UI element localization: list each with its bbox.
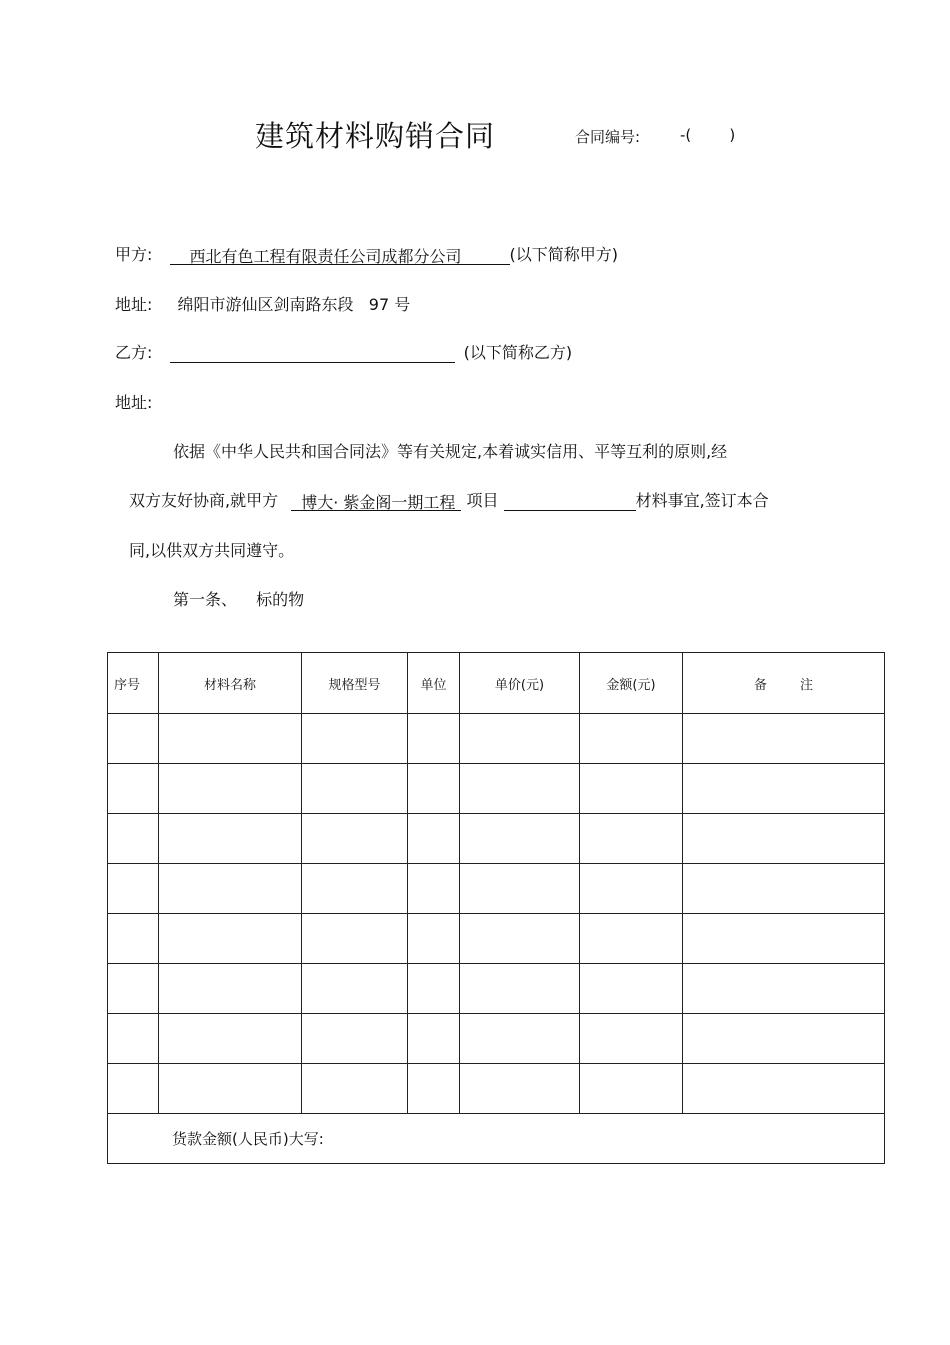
table-cell[interactable] — [408, 714, 460, 764]
table-cell[interactable] — [460, 764, 580, 814]
table-cell[interactable] — [108, 714, 159, 764]
table-cell[interactable] — [683, 1014, 885, 1064]
table-cell[interactable] — [460, 1064, 580, 1114]
table-cell[interactable] — [460, 864, 580, 914]
table-cell[interactable] — [302, 1014, 408, 1064]
table-cell[interactable] — [408, 964, 460, 1014]
preamble-line-2-end: 材料事宜,签订本合 — [635, 491, 769, 510]
table-cell[interactable] — [460, 964, 580, 1014]
table-cell[interactable] — [108, 964, 159, 1014]
header-unit: 单位 — [408, 653, 460, 714]
article-1-number: 第一条、 — [173, 590, 238, 609]
table-cell[interactable] — [460, 914, 580, 964]
table-cell[interactable] — [683, 714, 885, 764]
table-cell[interactable] — [302, 764, 408, 814]
header-seq: 序号 — [108, 653, 159, 714]
table-row — [108, 714, 885, 764]
address-a-value: 绵阳市游仙区剑南路东段 97 号 — [177, 295, 411, 314]
table-cell[interactable] — [580, 864, 683, 914]
party-a-field[interactable] — [170, 244, 510, 265]
material-blank-field[interactable] — [504, 490, 636, 511]
address-a-label: 地址: — [115, 295, 153, 314]
materials-table — [107, 652, 885, 1164]
table-cell[interactable] — [159, 1064, 302, 1114]
table-cell[interactable] — [108, 814, 159, 864]
party-b-suffix: (以下简称乙方) — [463, 343, 573, 362]
table-cell[interactable] — [580, 764, 683, 814]
table-cell[interactable] — [408, 814, 460, 864]
header-spec-model: 规格型号 — [302, 653, 408, 714]
table-cell[interactable] — [580, 1064, 683, 1114]
contract-number-label: 合同编号: — [575, 128, 641, 146]
table-cell[interactable] — [108, 864, 159, 914]
party-b-row — [115, 340, 572, 363]
table-cell[interactable] — [159, 964, 302, 1014]
party-a-value: 西北有色工程有限责任公司成都分公司 — [189, 247, 462, 266]
address-a-row — [115, 292, 410, 315]
table-row — [108, 914, 885, 964]
table-cell[interactable] — [302, 864, 408, 914]
header-amount: 金额(元) — [580, 653, 683, 714]
table-cell[interactable] — [408, 764, 460, 814]
table-header-row — [108, 653, 885, 714]
table-cell[interactable] — [159, 914, 302, 964]
table-cell[interactable] — [408, 1064, 460, 1114]
total-amount-label: 货款金额(人民币)大写: — [108, 1114, 885, 1164]
table-cell[interactable] — [683, 764, 885, 814]
table-cell[interactable] — [159, 764, 302, 814]
preamble-line-3: 同,以供双方共同遵守。 — [129, 541, 295, 560]
table-cell[interactable] — [580, 814, 683, 864]
header-remarks: 备 注 — [683, 653, 885, 714]
preamble-line-2 — [129, 488, 769, 511]
article-1-title: 标的物 — [256, 590, 305, 609]
table-cell[interactable] — [580, 964, 683, 1014]
table-cell[interactable] — [302, 914, 408, 964]
table-cell[interactable] — [683, 964, 885, 1014]
party-a-suffix: (以下简称甲方) — [509, 245, 618, 264]
table-cell[interactable] — [108, 1064, 159, 1114]
table-cell[interactable] — [108, 914, 159, 964]
table-row — [108, 964, 885, 1014]
table-cell[interactable] — [408, 1014, 460, 1064]
table-cell[interactable] — [460, 814, 580, 864]
header-material-name: 材料名称 — [159, 653, 302, 714]
table-cell[interactable] — [108, 1014, 159, 1064]
table-row — [108, 1064, 885, 1114]
preamble-project-word: 项目 — [466, 491, 499, 510]
table-cell[interactable] — [580, 1014, 683, 1064]
table-cell[interactable] — [159, 814, 302, 864]
table-cell[interactable] — [460, 1014, 580, 1064]
project-name-field[interactable]: 博大· 紫金阁一期工程 — [291, 490, 461, 511]
preamble-line-1: 依据《中华人民共和国合同法》等有关规定,本着诚实信用、平等互利的原则,经 — [173, 442, 728, 461]
party-a-label: 甲方: — [115, 245, 153, 264]
address-b-row — [115, 390, 152, 413]
table-cell[interactable] — [302, 1064, 408, 1114]
table-cell[interactable] — [683, 814, 885, 864]
table-cell[interactable] — [683, 864, 885, 914]
table-cell[interactable] — [408, 864, 460, 914]
table-row — [108, 814, 885, 864]
table-cell[interactable] — [159, 714, 302, 764]
contract-number-value: -( ) — [680, 126, 736, 144]
table-row — [108, 1014, 885, 1064]
table-cell[interactable] — [159, 864, 302, 914]
total-row — [108, 1114, 885, 1164]
table-cell[interactable] — [302, 814, 408, 864]
table-cell[interactable] — [408, 914, 460, 964]
table-cell[interactable] — [683, 914, 885, 964]
header-unit-price: 单价(元) — [460, 653, 580, 714]
article-1-heading — [173, 587, 304, 610]
document-title: 建筑材料购销合同 — [255, 119, 496, 153]
party-b-field[interactable] — [170, 342, 455, 363]
address-b-label: 地址: — [115, 393, 153, 412]
table-cell[interactable] — [159, 1014, 302, 1064]
table-cell[interactable] — [108, 764, 159, 814]
table-cell[interactable] — [302, 714, 408, 764]
table-cell[interactable] — [580, 714, 683, 764]
table-row — [108, 864, 885, 914]
preamble-line-2-start: 双方友好协商,就甲方 — [129, 491, 279, 510]
table-cell[interactable] — [302, 964, 408, 1014]
table-row — [108, 764, 885, 814]
party-a-row — [115, 242, 618, 265]
party-b-label: 乙方: — [115, 343, 153, 362]
table-cell[interactable] — [460, 714, 580, 764]
table-cell[interactable] — [683, 1064, 885, 1114]
table-cell[interactable] — [580, 914, 683, 964]
